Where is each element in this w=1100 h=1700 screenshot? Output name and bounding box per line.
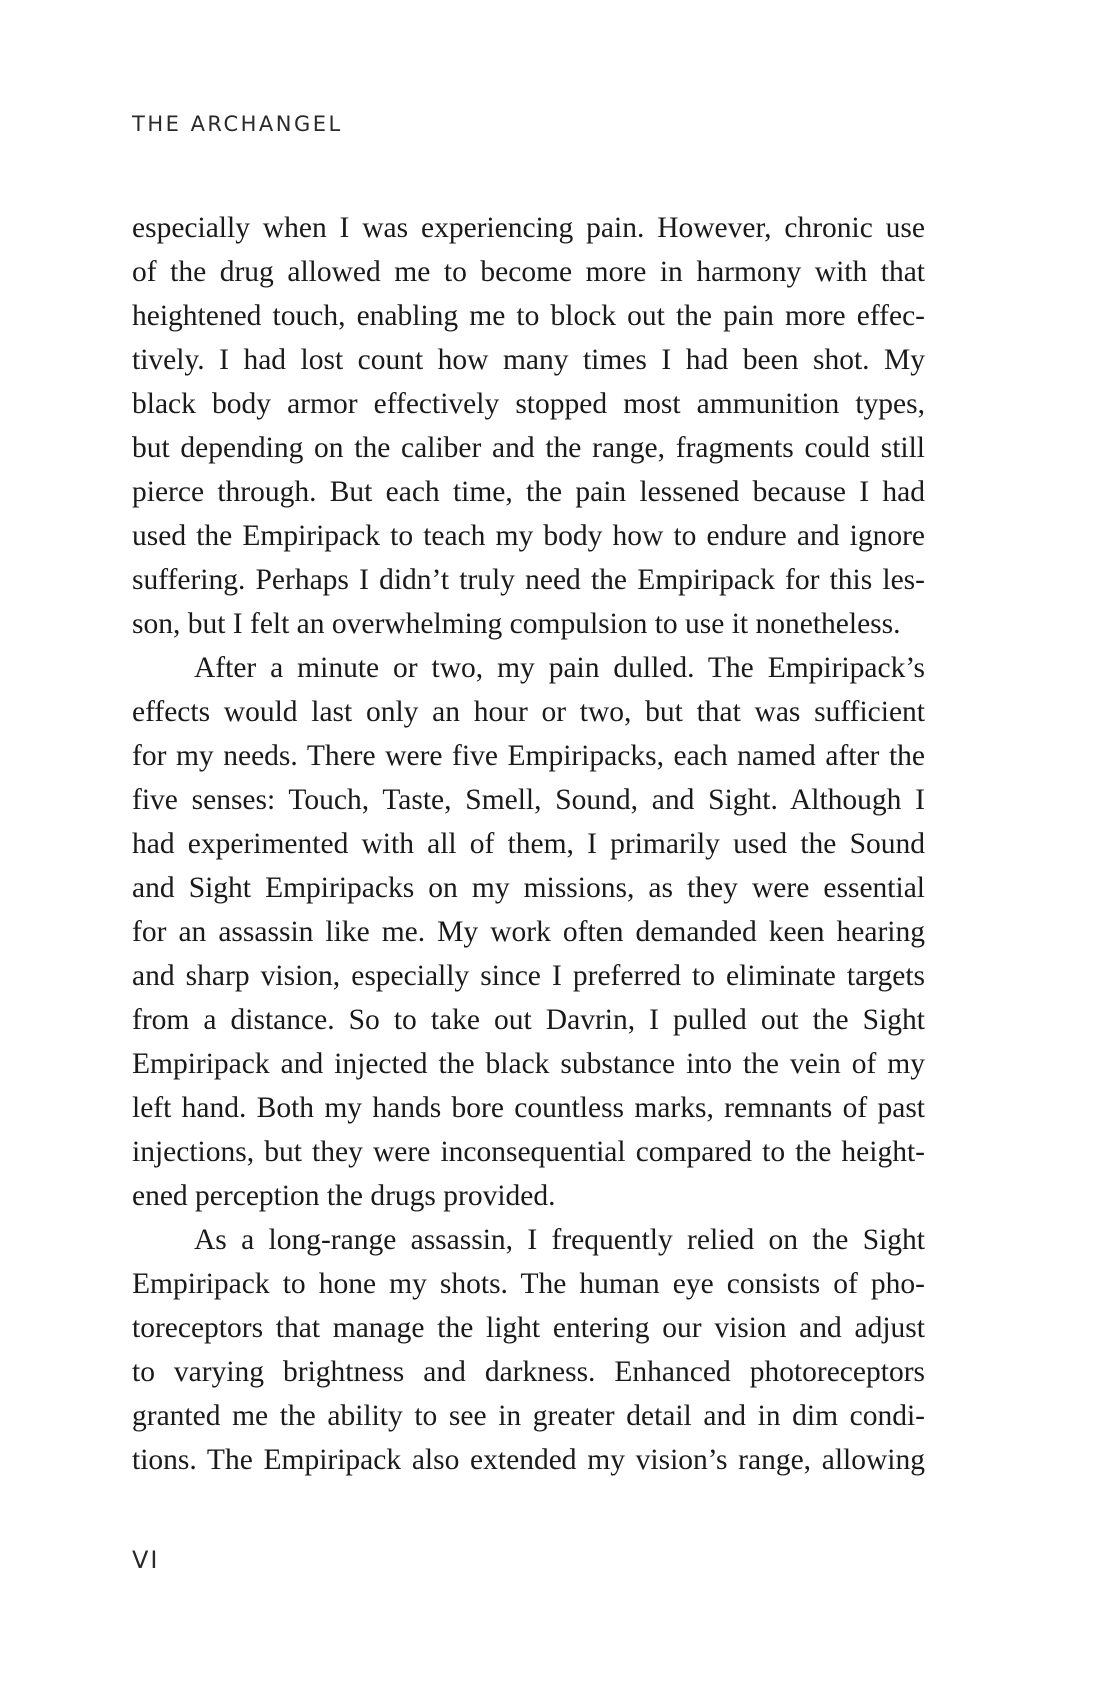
text-line: from a distance. So to take out Davrin, I pulled out the Sight <box>132 1004 925 1036</box>
text-line: black body armor effectively stopped most ammunition types, <box>132 388 925 420</box>
text-line: toreceptors that manage the light entering our vision and adjust <box>132 1312 925 1344</box>
paragraph-1 <box>132 206 925 646</box>
running-head: THE ARCHANGEL <box>132 112 343 136</box>
text-line: ened perception the drugs provided. <box>132 1180 556 1212</box>
text-line: especially when I was experiencing pain. However, chronic use <box>132 212 925 244</box>
text-line: of the drug allowed me to become more in harmony with that <box>132 256 925 288</box>
text-line: and Sight Empiripacks on my missions, as they were essential <box>132 872 925 904</box>
page-number: VI <box>132 1546 160 1574</box>
text-line: but depending on the caliber and the range, fragments could still <box>132 432 925 464</box>
paragraph-3 <box>132 1218 925 1482</box>
text-line: tions. The Empiripack also extended my vision’s range, allowing <box>132 1444 925 1476</box>
text-line: effects would last only an hour or two, but that was sufficient <box>132 696 925 728</box>
text-line: Empiripack to hone my shots. The human eye consists of pho- <box>132 1268 925 1300</box>
text-line: injections, but they were inconsequential compared to the height- <box>132 1136 925 1168</box>
paragraph-2 <box>132 646 925 1218</box>
text-line: As a long-range assassin, I frequently relied on the Sight <box>194 1224 925 1256</box>
text-line: heightened touch, enabling me to block out the pain more effec- <box>132 300 925 332</box>
text-line: son, but I felt an overwhelming compulsion to use it nonetheless. <box>132 608 901 640</box>
text-line: Empiripack and injected the black substance into the vein of my <box>132 1048 925 1080</box>
text-line: had experimented with all of them, I primarily used the Sound <box>132 828 925 860</box>
text-line: granted me the ability to see in greater detail and in dim condi- <box>132 1400 925 1432</box>
text-line: for an assassin like me. My work often demanded keen hearing <box>132 916 925 948</box>
text-line: left hand. Both my hands bore countless marks, remnants of past <box>132 1092 925 1124</box>
text-line: tively. I had lost count how many times I had been shot. My <box>132 344 925 376</box>
text-line: to varying brightness and darkness. Enhanced photoreceptors <box>132 1356 925 1388</box>
text-line: used the Empiripack to teach my body how to endure and ignore <box>132 520 925 552</box>
text-line: suffering. Perhaps I didn’t truly need the Empiripack for this les- <box>132 564 925 596</box>
text-line: for my needs. There were five Empiripacks, each named after the <box>132 740 925 772</box>
text-line: and sharp vision, especially since I preferred to eliminate targets <box>132 960 925 992</box>
text-line: five senses: Touch, Taste, Smell, Sound, and Sight. Although I <box>132 784 925 816</box>
text-line: After a minute or two, my pain dulled. The Empiripack’s <box>194 652 925 684</box>
text-line: pierce through. But each time, the pain lessened because I had <box>132 476 925 508</box>
body-text <box>132 206 925 1482</box>
